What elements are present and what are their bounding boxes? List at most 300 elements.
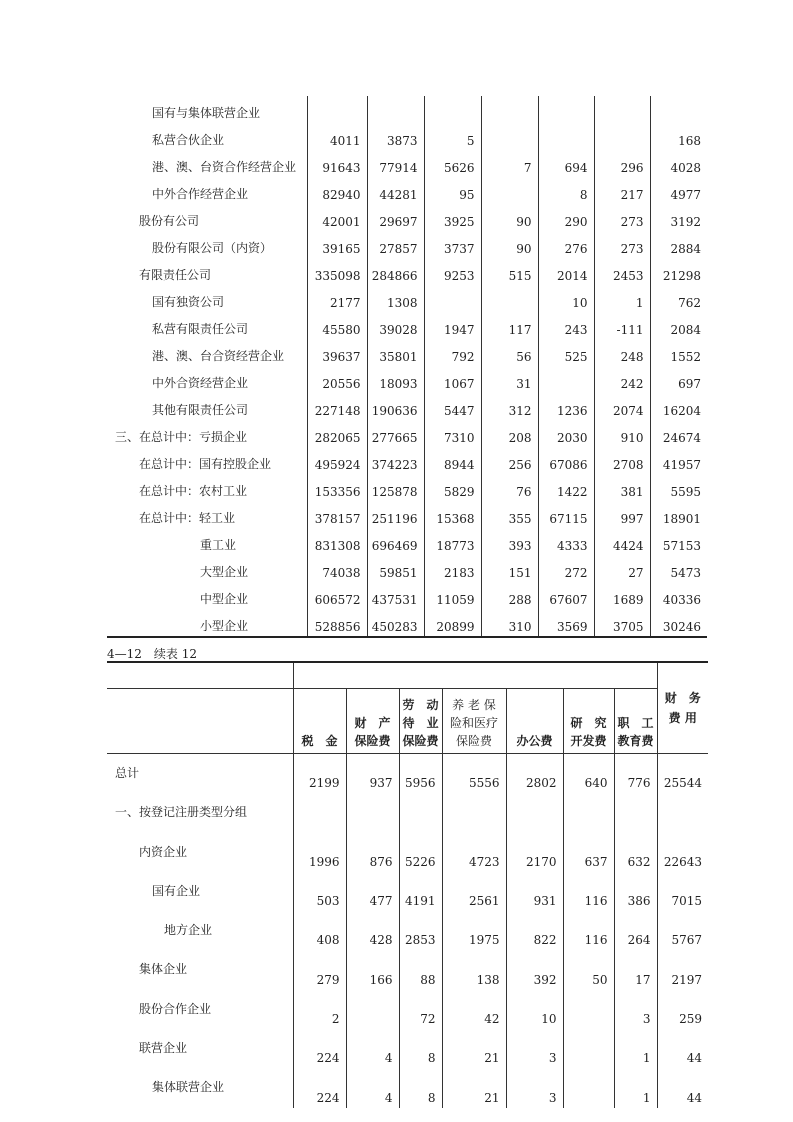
cell-value: 276 — [538, 231, 594, 258]
cell-value: 11059 — [424, 582, 481, 609]
cell-value: 3 — [614, 990, 657, 1029]
header-line: 保险费 — [354, 734, 391, 748]
cell-value: 72 — [399, 990, 442, 1029]
cell-value: 190636 — [367, 393, 424, 420]
cell-value — [657, 793, 708, 832]
cell-value: 95 — [424, 177, 481, 204]
table-caption: 4—12 续表 12 — [107, 647, 197, 661]
cell-value: 10 — [506, 990, 563, 1029]
cell-value: 2453 — [594, 258, 650, 285]
table-row — [107, 150, 707, 177]
cell-value: 44 — [657, 1029, 708, 1068]
row-label: 港、澳、台资合作经营企业 — [152, 160, 297, 174]
table-row — [107, 366, 707, 393]
cell-value: 3192 — [650, 204, 707, 231]
cell-value: 44281 — [367, 177, 424, 204]
cell-value — [563, 990, 614, 1029]
cell-value: 15368 — [424, 501, 481, 528]
cell-value: 1 — [594, 285, 650, 312]
table-row — [107, 528, 707, 555]
cell-value — [424, 285, 481, 312]
cell-value: 153356 — [307, 474, 367, 501]
table-4-12-continued — [107, 661, 708, 1108]
cell-value: 90 — [481, 231, 538, 258]
cell-value: 288 — [481, 582, 538, 609]
cell-value: 495924 — [307, 447, 367, 474]
cell-value: 67086 — [538, 447, 594, 474]
cell-value: 2802 — [506, 754, 563, 794]
column-header-row — [107, 689, 708, 754]
cell-value: 2884 — [650, 231, 707, 258]
cell-value: 393 — [481, 528, 538, 555]
cell-value: 21 — [442, 1068, 506, 1107]
table-row — [107, 1068, 708, 1107]
cell-value: 2561 — [442, 872, 506, 911]
cell-value: 2014 — [538, 258, 594, 285]
row-label: 集体联营企业 — [152, 1080, 225, 1095]
cell-value: 5829 — [424, 474, 481, 501]
cell-value: 910 — [594, 420, 650, 447]
table-row — [107, 950, 708, 989]
cell-value: 1996 — [293, 833, 346, 872]
cell-value: 243 — [538, 312, 594, 339]
cell-value: 2199 — [293, 754, 346, 794]
cell-value: 3569 — [538, 609, 594, 637]
cell-value: 937 — [346, 754, 399, 794]
header-line: 财 务 — [664, 691, 701, 705]
cell-value: 116 — [563, 872, 614, 911]
header-line: 开发费 — [570, 734, 607, 748]
cell-value: 67115 — [538, 501, 594, 528]
row-label: 重工业 — [200, 538, 237, 552]
table-row — [107, 501, 707, 528]
cell-value: 256 — [481, 447, 538, 474]
row-label: 中型企业 — [200, 592, 249, 606]
cell-value: 355 — [481, 501, 538, 528]
cell-value — [424, 96, 481, 123]
row-label: 联营企业 — [139, 1041, 188, 1056]
cell-value: 5 — [424, 123, 481, 150]
cell-value: 1422 — [538, 474, 594, 501]
cell-value: 1236 — [538, 393, 594, 420]
header-rnd-expense — [563, 689, 614, 754]
header-line: 税 金 — [301, 734, 338, 748]
cell-value: 822 — [506, 911, 563, 950]
cell-value: 776 — [614, 754, 657, 794]
header-pension-medical-insurance — [442, 689, 506, 754]
cell-value: 5626 — [424, 150, 481, 177]
cell-value: 7015 — [657, 872, 708, 911]
cell-value: 21298 — [650, 258, 707, 285]
cell-value: 8 — [399, 1029, 442, 1068]
header-line: 教育费 — [617, 734, 654, 748]
header-line: 费 用 — [668, 711, 697, 725]
cell-value: 284866 — [367, 258, 424, 285]
cell-value: 4977 — [650, 177, 707, 204]
cell-value: 381 — [594, 474, 650, 501]
cell-value: 30246 — [650, 609, 707, 637]
cell-value: 125878 — [367, 474, 424, 501]
cell-value: 2074 — [594, 393, 650, 420]
cell-value: 10 — [538, 285, 594, 312]
cell-value: 29697 — [367, 204, 424, 231]
header-line: 办公费 — [516, 734, 553, 748]
table-row — [107, 393, 707, 420]
cell-value: 18901 — [650, 501, 707, 528]
cell-value: 273 — [594, 204, 650, 231]
table-row — [107, 582, 707, 609]
cell-value: 392 — [506, 950, 563, 989]
row-label: 港、澳、台合资经营企业 — [152, 349, 285, 363]
cell-value: 57153 — [650, 528, 707, 555]
cell-value: 3737 — [424, 231, 481, 258]
row-label: 内资企业 — [139, 844, 188, 859]
continued-table-top — [107, 96, 707, 638]
cell-value: 2197 — [657, 950, 708, 989]
table-row — [107, 339, 707, 366]
cell-value — [614, 793, 657, 832]
cell-value: 1 — [614, 1068, 657, 1107]
cell-value: 2030 — [538, 420, 594, 447]
cell-value — [563, 793, 614, 832]
cell-value: 22643 — [657, 833, 708, 872]
cell-value: 997 — [594, 501, 650, 528]
cell-value: 290 — [538, 204, 594, 231]
cell-value — [538, 123, 594, 150]
cell-value: 35801 — [367, 339, 424, 366]
cell-value: 515 — [481, 258, 538, 285]
cell-value: 762 — [650, 285, 707, 312]
cell-value: 450283 — [367, 609, 424, 637]
cell-value: 82940 — [307, 177, 367, 204]
cell-value: 227148 — [307, 393, 367, 420]
row-label: 小型企业 — [200, 619, 249, 633]
cell-value: 4191 — [399, 872, 442, 911]
cell-value: 27 — [594, 555, 650, 582]
row-label: 中外合资经营企业 — [152, 376, 249, 390]
cell-value: 3925 — [424, 204, 481, 231]
cell-value: 792 — [424, 339, 481, 366]
cell-value: 18093 — [367, 366, 424, 393]
cell-value: 4424 — [594, 528, 650, 555]
cell-value — [481, 177, 538, 204]
cell-value: 91643 — [307, 150, 367, 177]
cell-value: -111 — [594, 312, 650, 339]
cell-value: 24674 — [650, 420, 707, 447]
cell-value: 5473 — [650, 555, 707, 582]
cell-value: 76 — [481, 474, 538, 501]
table-row — [107, 474, 707, 501]
row-label: 国有独资公司 — [152, 295, 225, 309]
cell-value: 477 — [346, 872, 399, 911]
cell-value: 876 — [346, 833, 399, 872]
cell-value: 503 — [293, 872, 346, 911]
cell-value: 3873 — [367, 123, 424, 150]
cell-value: 5226 — [399, 833, 442, 872]
row-label: 在总计中：轻工业 — [139, 511, 236, 525]
table-row — [107, 285, 707, 312]
cell-value: 386 — [614, 872, 657, 911]
cell-value: 16204 — [650, 393, 707, 420]
cell-value — [538, 96, 594, 123]
cell-value: 25544 — [657, 754, 708, 794]
header-line: 研 究 — [570, 716, 607, 730]
cell-value — [563, 1029, 614, 1068]
cell-value: 5447 — [424, 393, 481, 420]
cell-value: 2170 — [506, 833, 563, 872]
cell-value: 1552 — [650, 339, 707, 366]
cell-value: 3 — [506, 1068, 563, 1107]
cell-value — [481, 285, 538, 312]
cell-value: 1067 — [424, 366, 481, 393]
cell-value — [367, 96, 424, 123]
row-label: 集体企业 — [139, 962, 188, 977]
cell-value — [650, 96, 707, 123]
cell-value: 8944 — [424, 447, 481, 474]
cell-value: 90 — [481, 204, 538, 231]
cell-value: 1 — [614, 1029, 657, 1068]
cell-value: 4723 — [442, 833, 506, 872]
header-line: 职 工 — [617, 716, 654, 730]
header-finance-cost — [657, 662, 708, 754]
cell-value: 273 — [594, 231, 650, 258]
cell-value: 437531 — [367, 582, 424, 609]
row-label: 中外合作经营企业 — [152, 187, 249, 201]
cell-value — [563, 1068, 614, 1107]
cell-value: 59851 — [367, 555, 424, 582]
cell-value: 56 — [481, 339, 538, 366]
cell-value: 208 — [481, 420, 538, 447]
cell-value: 67607 — [538, 582, 594, 609]
cell-value: 2853 — [399, 911, 442, 950]
cell-value: 116 — [563, 911, 614, 950]
cell-value: 408 — [293, 911, 346, 950]
cell-value: 41957 — [650, 447, 707, 474]
cell-value: 18773 — [424, 528, 481, 555]
cell-value: 20556 — [307, 366, 367, 393]
cell-value: 4 — [346, 1029, 399, 1068]
cell-value: 7 — [481, 150, 538, 177]
cell-value: 1947 — [424, 312, 481, 339]
row-label: 股份有公司 — [139, 214, 200, 228]
cell-value: 31 — [481, 366, 538, 393]
header-property-insurance — [346, 689, 399, 754]
table-row — [107, 872, 708, 911]
cell-value: 3 — [506, 1029, 563, 1068]
cell-value — [293, 793, 346, 832]
cell-value: 224 — [293, 1068, 346, 1107]
row-label: 大型企业 — [200, 565, 249, 579]
cell-value: 335098 — [307, 258, 367, 285]
header-tax — [293, 689, 346, 754]
cell-value: 2084 — [650, 312, 707, 339]
cell-value: 2177 — [307, 285, 367, 312]
row-label: 国有与集体联营企业 — [152, 106, 261, 120]
cell-value: 272 — [538, 555, 594, 582]
cell-value: 378157 — [307, 501, 367, 528]
table-row — [107, 793, 708, 832]
cell-value: 4333 — [538, 528, 594, 555]
cell-value: 264 — [614, 911, 657, 950]
cell-value: 20899 — [424, 609, 481, 637]
cell-value: 27857 — [367, 231, 424, 258]
cell-value: 39165 — [307, 231, 367, 258]
cell-value: 151 — [481, 555, 538, 582]
cell-value: 1689 — [594, 582, 650, 609]
cell-value — [481, 123, 538, 150]
table-row — [107, 231, 707, 258]
cell-value: 74038 — [307, 555, 367, 582]
header-line: 财 产 — [354, 716, 391, 730]
cell-value: 296 — [594, 150, 650, 177]
cell-value: 77914 — [367, 150, 424, 177]
cell-value: 637 — [563, 833, 614, 872]
cell-value: 312 — [481, 393, 538, 420]
row-label: 一、按登记注册类型分组 — [115, 805, 248, 820]
header-line: 保险费 — [402, 734, 439, 748]
table-row — [107, 204, 707, 231]
table-row — [107, 990, 708, 1029]
cell-value: 42001 — [307, 204, 367, 231]
cell-value: 88 — [399, 950, 442, 989]
row-label: 三、在总计中：亏损企业 — [115, 430, 248, 444]
row-label: 有限责任公司 — [139, 268, 212, 282]
cell-value: 632 — [614, 833, 657, 872]
cell-value: 696469 — [367, 528, 424, 555]
cell-value: 40336 — [650, 582, 707, 609]
cell-value: 931 — [506, 872, 563, 911]
table-row — [107, 177, 707, 204]
cell-value: 3705 — [594, 609, 650, 637]
cell-value: 8 — [538, 177, 594, 204]
cell-value: 168 — [650, 123, 707, 150]
row-label: 其他有限责任公司 — [152, 403, 249, 417]
cell-value: 2708 — [594, 447, 650, 474]
table-row — [107, 123, 707, 150]
cell-value: 1308 — [367, 285, 424, 312]
cell-value — [538, 366, 594, 393]
cell-value: 4 — [346, 1068, 399, 1107]
cell-value: 1975 — [442, 911, 506, 950]
cell-value: 694 — [538, 150, 594, 177]
header-label-cell — [107, 689, 293, 754]
row-label: 在总计中：国有控股企业 — [139, 457, 272, 471]
cell-value: 2 — [293, 990, 346, 1029]
cell-value: 606572 — [307, 582, 367, 609]
cell-value — [506, 793, 563, 832]
cell-value — [346, 990, 399, 1029]
cell-value — [481, 96, 538, 123]
cell-value: 138 — [442, 950, 506, 989]
cell-value: 310 — [481, 609, 538, 637]
header-office-expense — [506, 689, 563, 754]
header-line: 劳 动 — [402, 698, 439, 712]
cell-value: 640 — [563, 754, 614, 794]
cell-value: 2183 — [424, 555, 481, 582]
table-row — [107, 447, 707, 474]
cell-value: 224 — [293, 1029, 346, 1068]
cell-value: 428 — [346, 911, 399, 950]
row-label: 在总计中：农村工业 — [139, 484, 248, 498]
cell-value: 9253 — [424, 258, 481, 285]
row-label: 地方企业 — [164, 923, 213, 938]
cell-value — [442, 793, 506, 832]
cell-value — [399, 793, 442, 832]
cell-value: 39028 — [367, 312, 424, 339]
header-line: 险和医疗 — [449, 716, 498, 730]
cell-value — [307, 96, 367, 123]
cell-value: 117 — [481, 312, 538, 339]
cell-value: 528856 — [307, 609, 367, 637]
cell-value: 5767 — [657, 911, 708, 950]
cell-value: 45580 — [307, 312, 367, 339]
table-row — [107, 1029, 708, 1068]
cell-value: 831308 — [307, 528, 367, 555]
table-row — [107, 609, 707, 637]
header-spacer-row — [107, 662, 708, 689]
row-label: 国有企业 — [152, 883, 201, 898]
row-label: 股份有限公司（内资） — [152, 241, 273, 255]
cell-value: 166 — [346, 950, 399, 989]
table-row — [107, 911, 708, 950]
cell-value: 251196 — [367, 501, 424, 528]
cell-value: 4011 — [307, 123, 367, 150]
table-row — [107, 258, 707, 285]
cell-value: 17 — [614, 950, 657, 989]
cell-value: 282065 — [307, 420, 367, 447]
cell-value: 525 — [538, 339, 594, 366]
cell-value: 8 — [399, 1068, 442, 1107]
cell-value: 277665 — [367, 420, 424, 447]
cell-value: 4028 — [650, 150, 707, 177]
table-row — [107, 555, 707, 582]
row-label: 私营合伙企业 — [152, 133, 225, 147]
cell-value: 42 — [442, 990, 506, 1029]
cell-value: 242 — [594, 366, 650, 393]
header-labor-unemployment-insurance — [399, 689, 442, 754]
table-row — [107, 833, 708, 872]
table-row — [107, 420, 707, 447]
table-row — [107, 754, 708, 794]
row-label: 私营有限责任公司 — [152, 322, 249, 336]
header-staff-education — [614, 689, 657, 754]
cell-value: 279 — [293, 950, 346, 989]
cell-value: 217 — [594, 177, 650, 204]
cell-value — [594, 123, 650, 150]
cell-value: 5595 — [650, 474, 707, 501]
cell-value: 50 — [563, 950, 614, 989]
cell-value — [594, 96, 650, 123]
cell-value: 5956 — [399, 754, 442, 794]
cell-value: 374223 — [367, 447, 424, 474]
cell-value: 44 — [657, 1068, 708, 1107]
cell-value: 248 — [594, 339, 650, 366]
cell-value: 21 — [442, 1029, 506, 1068]
row-label: 总计 — [115, 766, 140, 780]
table-row — [107, 312, 707, 339]
table-row — [107, 96, 707, 123]
header-line: 保险费 — [455, 734, 492, 748]
cell-value: 697 — [650, 366, 707, 393]
row-label: 股份合作企业 — [139, 1001, 212, 1016]
header-line: 待 业 — [402, 716, 439, 730]
cell-value: 259 — [657, 990, 708, 1029]
header-line: 养 老 保 — [452, 698, 496, 712]
cell-value — [346, 793, 399, 832]
cell-value: 5556 — [442, 754, 506, 794]
cell-value: 39637 — [307, 339, 367, 366]
cell-value: 7310 — [424, 420, 481, 447]
